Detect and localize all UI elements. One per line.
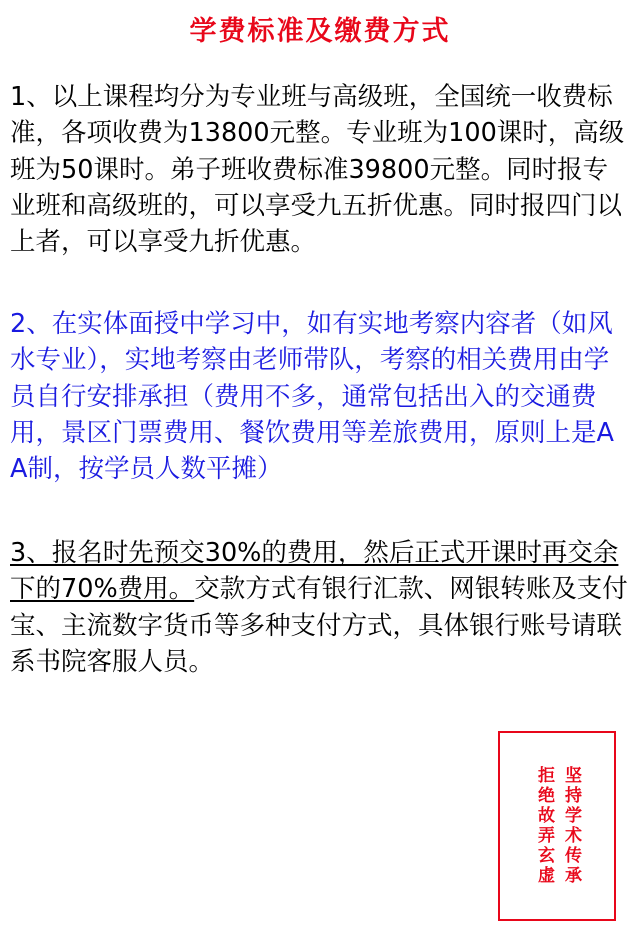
paragraph-field-study: 2、在实体面授中学习中，如有实地考察内容者（如风水专业），实地考察由老师带队，考察的相关费用由学员自行安排承担（费用不多，通常包括出入的交通费用，景区门票费用、餐饮费用等差旅费用，原则上是AA制，按学员人数平摊） [10, 309, 614, 484]
stamp-line-2: 拒绝故弄玄虚 [534, 766, 554, 886]
payment-underlined-text: 3、报名时先预交30%的费用，然后正式开课时再交余下的70%费用。 [10, 538, 619, 605]
paragraph-payment [10, 535, 630, 680]
page-title: 学费标准及缴费方式 [189, 16, 451, 47]
payment-rest-text: 交款方式有银行汇款、网银转账及支付宝、主流数字货币等多种支付方式，具体银行账号请联系书院客服人员。 [10, 574, 628, 677]
paragraph-fees: 1、以上课程均分为专业班与高级班，全国统一收费标准，各项收费为13800元整。专业班为100课时，高级班为50课时。弟子班收费标准39800元整。同时报专业班和高级班的，可以享受九五折优惠。同时报四门以上者，可以享受九折优惠。 [10, 82, 625, 257]
stamp-line-1: 坚持学术传承 [561, 766, 581, 886]
document-page [0, 14, 640, 939]
seal-stamp [498, 731, 616, 921]
